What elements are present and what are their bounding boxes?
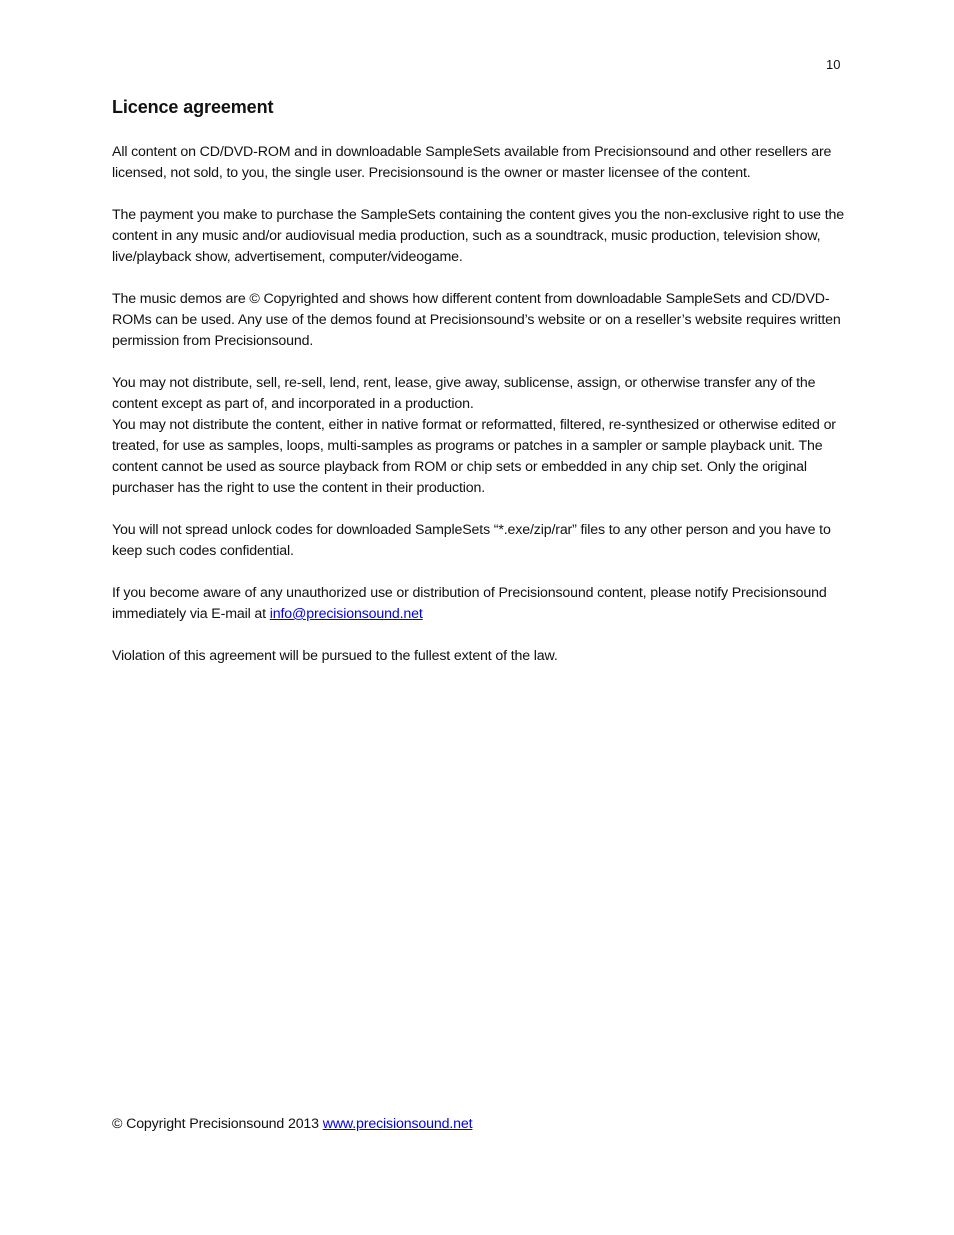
paragraph-violation: Violation of this agreement will be pursued to the fullest extent of the law. bbox=[112, 648, 558, 664]
paragraph-content-restriction: You may not distribute the content, either in native format or reformatted, filtered, re-synthesized or otherwise edited or treated, for use as samples, loops, multi-samples as programs or patches in a sampler or sample playback unit. The content cannot be used as source playback from ROM or chip sets or embedded in any chip set. Only the original purchaser has the right to use the content in their production. bbox=[112, 417, 836, 496]
email-link[interactable]: info@precisionsound.net bbox=[269, 606, 423, 622]
paragraph-notify bbox=[112, 583, 844, 625]
paragraph-ownership: All content on CD/DVD-ROM and in downloadable SampleSets available from Precisionsound and other resellers are licensed, not sold, to you, the single user. Precisionsound is the owner or master licensee of the content. bbox=[112, 144, 832, 181]
paragraph-notify-text: If you become aware of any unauthorized use or distribution of Precisionsound content, please notify Precisionsound immediately via E-mail at bbox=[112, 585, 827, 622]
footer bbox=[112, 1114, 472, 1135]
website-link[interactable]: www.precisionsound.net bbox=[322, 1116, 473, 1132]
paragraph-music-demos: The music demos are © Copyrighted and shows how different content from downloadable SampleSets and CD/DVD-ROMs can be used. Any use of the demos found at Precisionsound’s website or on a reseller’s website requires written permission from Precisionsound. bbox=[112, 291, 841, 349]
paragraph-unlock-codes: You will not spread unlock codes for downloaded SampleSets “*.exe/zip/rar” files to any other person and you have to keep such codes confidential. bbox=[112, 522, 831, 559]
paragraph-usage-rights: The payment you make to purchase the SampleSets containing the content gives you the non-exclusive right to use the content in any music and/or audiovisual media production, such as a soundtrack, music production, television show, live/playback show, advertisement, computer/videogame. bbox=[112, 207, 844, 265]
footer-copyright: © Copyright Precisionsound 2013 bbox=[112, 1116, 323, 1132]
document-body bbox=[112, 94, 844, 688]
paragraph-distribution-restriction: You may not distribute, sell, re-sell, lend, rent, lease, give away, sublicense, assign, or otherwise transfer any of the content except as part of, and incorporated in a production. bbox=[112, 375, 816, 412]
page-number: 10 bbox=[826, 57, 841, 72]
page-title: Licence agreement bbox=[112, 97, 274, 117]
